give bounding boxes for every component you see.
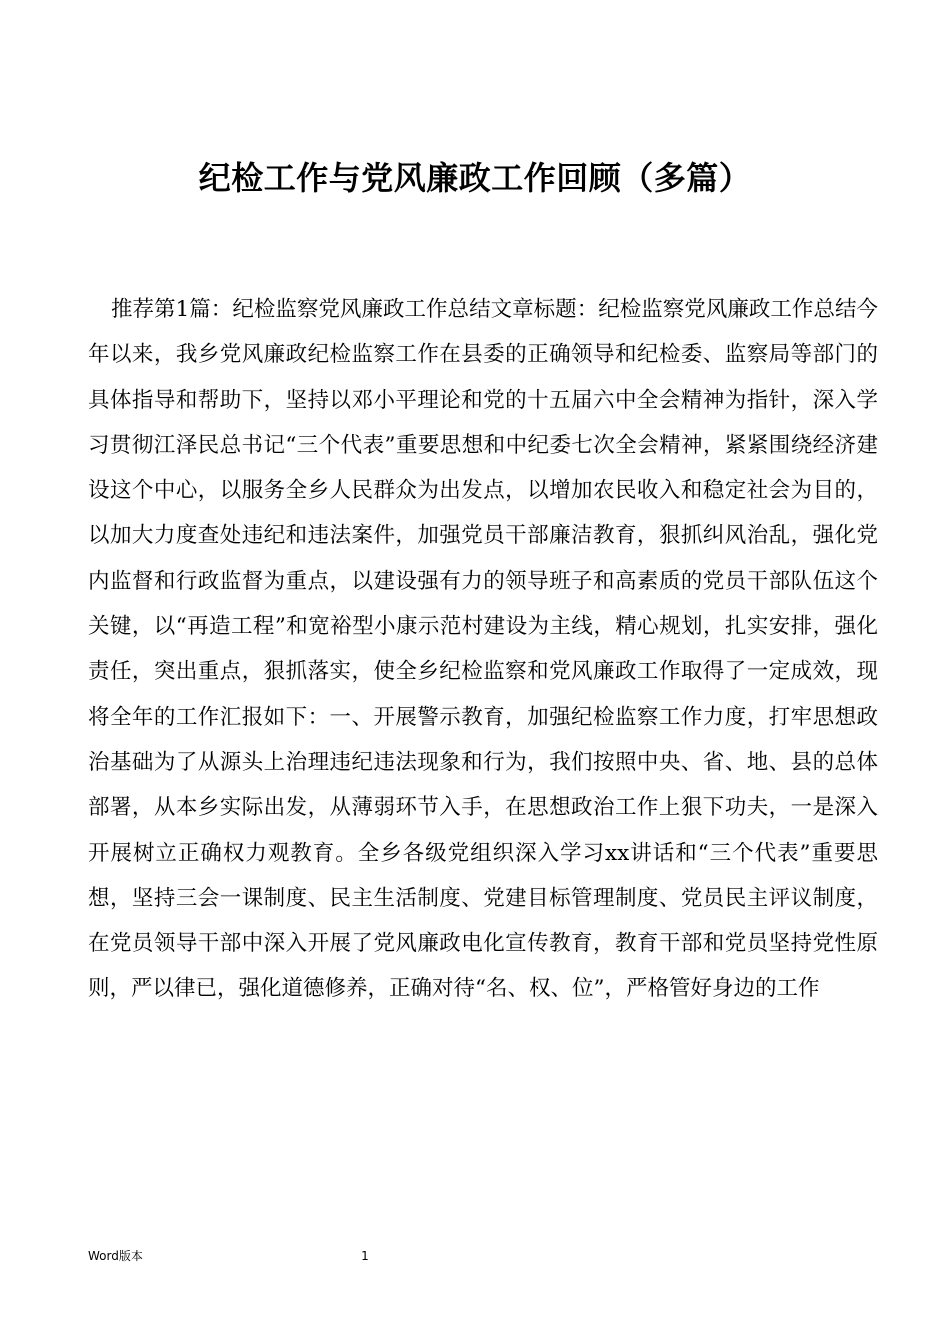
document-body-paragraph: 推荐第1篇：纪检监察党风廉政工作总结文章标题：纪检监察党风廉政工作总结今年以来，我乡党风廉政纪检监察工作在县委的正确领导和纪检委、监察局等部门的具体指导和帮助下，坚持以邓小平理论和党的十五届六中全会精神为指针，深入学习贯彻江泽民总书记“三个代表”重要思想和中纪委七次全会精神，紧紧围绕经济建设这个中心，以服务全乡人民群众为出发点，以增加农民收入和稳定社会为目的，以加大力度查处违纪和违法案件，加强党员干部廉洁教育，狠抓纠风治乱，强化党内监督和行政监督为重点，以建设强有力的领导班子和高素质的党员干部队伍这个关键，以“再造工程”和宽裕型小康示范村建设为主线，精心规划，扎实安排，强化责任，突出重点，狠抓落实，使全乡纪检监察和党风廉政工作取得了一定成效，现将全年的工作汇报如下：一、开展警示教育，加强纪检监察工作力度，打牢思想政治基础为了从源头上治理违纪违法现象和行为，我们按照中央、省、地、县的总体部署，从本乡实际出发，从薄弱环节入手，在思想政治工作上狠下功夫，一是深入开展树立正确权力观教育。全乡各级党组织深入学习xx讲话和“三个代表”重要思想，坚持三会一课制度、民主生活制度、党建目标管理制度、党员民主评议制度，在党员领导干部中深入开展了党风廉政电化宣传教育，教育干部和党员坚持党性原则，严以律已，强化道德修养，正确对待“名、权、位”，严格管好身边的工作 [88,297,878,1002]
footer-label: Word版本 [88,1249,143,1263]
footer-page-number: 1 [361,1249,369,1263]
document-title: 纪检工作与党风廉政工作回顾（多篇） [198,159,752,197]
